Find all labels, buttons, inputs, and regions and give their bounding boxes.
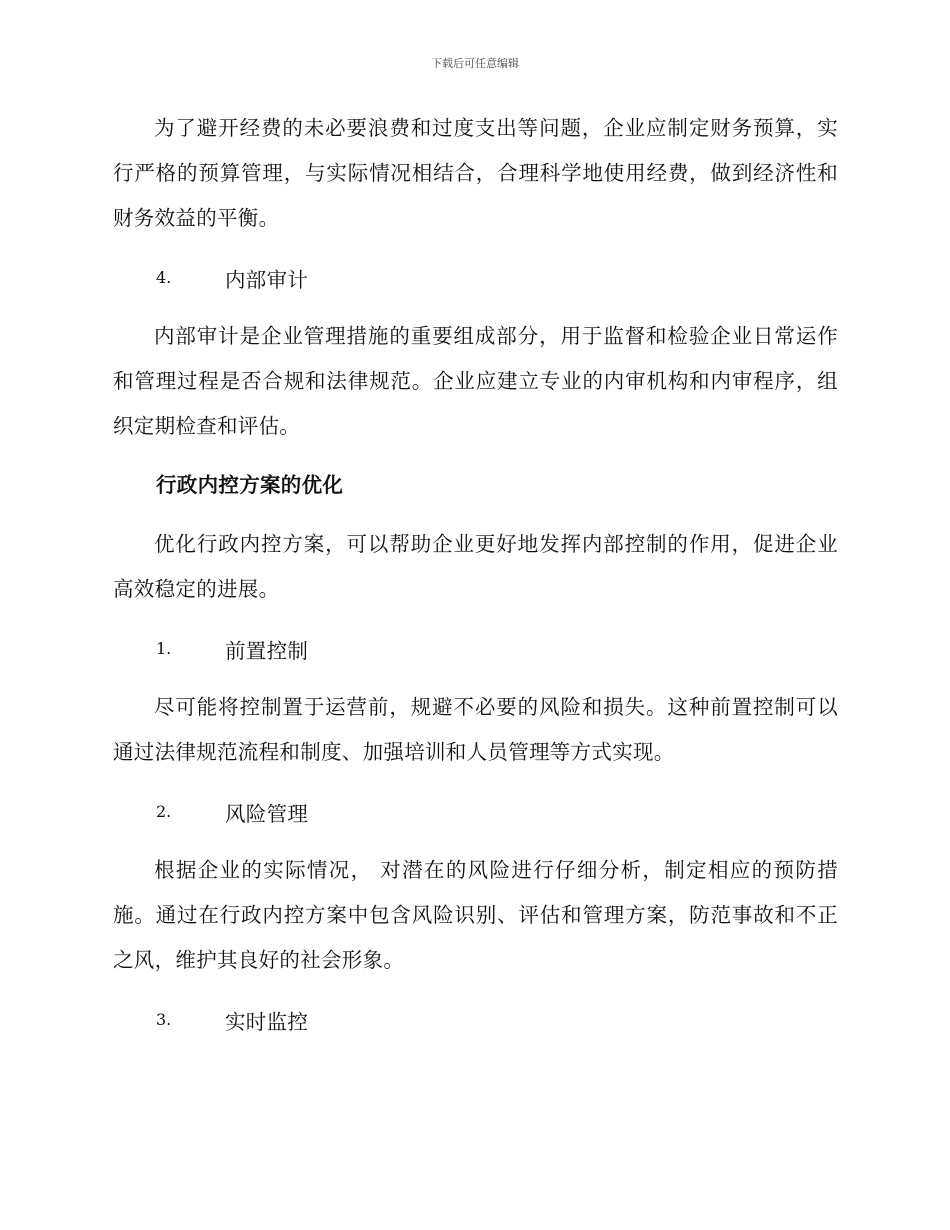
list-item-risk-management <box>113 789 838 834</box>
list-item-label: 内部审计 <box>225 267 309 292</box>
list-item-label: 前置控制 <box>225 638 309 663</box>
header-note: 下载后可任意编辑 <box>431 57 519 70</box>
paragraph-internal-audit: 内部审计是企业管理措施的重要组成部分，用于监督和检验企业日常运作和管理过程是否合规和法律规范。企业应建立专业的内审机构和内审程序，组织定期检查和评估。 <box>113 324 838 438</box>
list-item-realtime-monitoring <box>113 997 838 1042</box>
list-item-label: 实时监控 <box>225 1009 309 1034</box>
paragraph-risk-management: 根据企业的实际情况， 对潜在的风险进行仔细分析，制定相应的预防措施。通过在行政内控方案中包含风险识别、评估和管理方案，防范事故和不正之风，维护其良好的社会形象。 <box>113 858 838 972</box>
section-heading: 行政内控方案的优化 <box>156 473 344 497</box>
paragraph-optimization: 优化行政内控方案，可以帮助企业更好地发挥内部控制的作用，促进企业高效稳定的进展。 <box>113 532 838 601</box>
document-body <box>113 106 838 1042</box>
list-item-internal-audit <box>113 255 838 300</box>
list-item-pre-control <box>113 626 838 671</box>
list-item-number: 2. <box>156 802 172 821</box>
paragraph-pre-control: 尽可能将控制置于运营前，规避不必要的风险和损失。这种前置控制可以通过法律规范流程和制度、加强培训和人员管理等方式实现。 <box>113 695 838 764</box>
list-item-label: 风险管理 <box>225 801 309 826</box>
paragraph-budget: 为了避开经费的未必要浪费和过度支出等问题，企业应制定财务预算，实行严格的预算管理，与实际情况相结合，合理科学地使用经费，做到经济性和财务效益的平衡。 <box>113 116 838 230</box>
list-item-number: 4. <box>156 268 172 287</box>
list-item-number: 3. <box>156 1010 172 1029</box>
list-item-number: 1. <box>156 639 172 658</box>
